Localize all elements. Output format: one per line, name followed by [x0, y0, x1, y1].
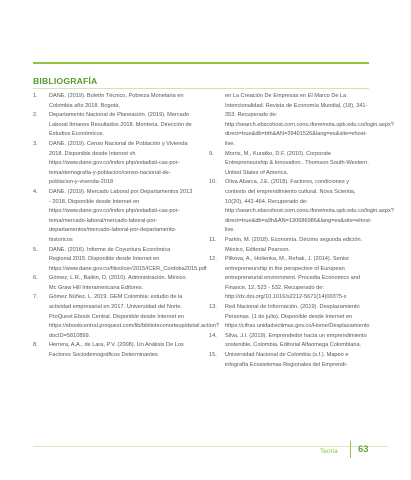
reference-text: Departamento Nacional de Planeación. (2019). Mercado Laboral Itmanos Resultados 2018. Monteria. Dirección de Estudios Económicos. — [49, 112, 192, 138]
reference-number: 5. — [33, 246, 38, 253]
reference-text: DANE. (2019). Boletín Técnico, Pobreza Monetaria en Colombia año 2018. Bogotá. — [49, 93, 184, 109]
reference-text: Gómez, L.R., Balkin, D. (2010). Administración. México. Mc Graw Hill Interamericana Editores. — [49, 275, 188, 291]
reference-text: Herrera, A.A., de Lara, P.V. (2008). Un Análisis De Los Factores Sociodemográficos Determinantes — [49, 342, 184, 359]
reference-entry — [209, 92, 394, 150]
reference-entry — [209, 332, 369, 351]
reference-number: 10. — [209, 179, 217, 186]
section-title: BIBLIOGRAFÍA — [33, 76, 98, 86]
reference-text: Parkin, M. (2018). Economía. Décimo segunda edición. México, Editorial Pearson. — [225, 236, 363, 253]
reference-number: 6. — [33, 275, 38, 282]
reference-text: DANE. (2019). Censo Nacional de Población y Vivienda 2018. Disponible desde Internet vh https://www.dane.gov.co/index.php/estadisti-cas-por-tema/demografia-y-poblacion/censo-nacional-de-poblacion-y-vivenda-2018 — [49, 140, 188, 186]
reference-entry — [33, 111, 193, 140]
reference-text: DANE. (2016). Informe de Coyuntura Económica Regional 2015. Disponible desde Internet en https://www.dane.gov.co/files/icer/2015/ICER_Cordoba2015.pdf — [49, 246, 207, 272]
reference-entry — [209, 178, 394, 236]
reference-text: en La Creación De Empresas en El Marco De La Intencionalidad. Revista de Economía Mundial, (18), 341- 353. Recuperado de: http://search.ebscohost.com.conu.ifonemota.upb.edu.co/login.aspx?direct=true&db=bth&AN=39401526&lang=es&site=ehost-live. — [225, 93, 394, 147]
reference-number: 4. — [33, 188, 38, 195]
reference-text: Oliva Abarca, J.E. (2018). Factores, condiciones y contexto del emprendimiento cultural. Nova Scientia, 10(20), 442-464. Recuperado de: http://search.ebscohost.com.conu.ifonemota.upb.edu.co/login.aspx?direct=true&db=a9h&AN=130686986&lang=es&site=ehost-live. — [225, 179, 394, 234]
reference-entry — [33, 274, 193, 293]
reference-entry — [209, 255, 369, 303]
reference-text: Universidad Nacional de Colombia (s.f.). Mapeo e infografía Ecosistemas Regionales del Emprendi- — [225, 352, 349, 368]
reference-number: 9. — [209, 150, 214, 157]
reference-entry — [209, 150, 369, 179]
reference-entry — [209, 303, 369, 332]
reference-entry — [33, 341, 193, 360]
reference-number: 2. — [33, 112, 38, 119]
reference-number: 12. — [209, 256, 217, 263]
reference-text: Silva, J.I. (2019). Emprendedor hacia un emprendimiento sostenible, Colombia. Editorial Alfaomega Colombiana. — [225, 332, 367, 349]
reference-text: Pilkova, A., Holienka, M., Rehak, J. (2014). Senior entrepreneurship in the perspective of European entrepreneurial environment. Procedia Economics and Finance, 12, 523 - 532. Recuperado de: http://dx.doi.org/10.1016/s2212-5671(14)00375-x — [225, 256, 360, 301]
reference-entry — [33, 246, 207, 275]
reference-text: Morris, M., Kuratko, D.F. (2010). Corporate Entrepreneurship & Innovation . Thomson South-Western. United States of America. — [225, 150, 369, 176]
footer-section-label: Teoria — [320, 448, 338, 455]
title-underline — [33, 88, 369, 89]
reference-entry — [33, 188, 193, 246]
footer-divider — [350, 441, 351, 458]
reference-text: Red Nacional de Información. (2019). Desplazamiento Personas. (1 de julio). Disponible desde Internet en https://cifras.unidadvictimas.gov.co/Home/Desplazamiento — [225, 304, 370, 330]
reference-number: 1. — [33, 93, 38, 99]
reference-number: 11. — [209, 236, 217, 243]
reference-number: 13. — [209, 304, 217, 311]
references-right-column — [209, 92, 394, 370]
reference-text: DANE. (2019). Mercado Laboral por Departamentos 2013 - 2018. Disponible desde Internet en https://www.dane.gov.co/index.php/estadisti-cas-por-tema/mercado-laboral/mercado-laboral-por-departamentos/mercado-laboral-por-departamento-historicos — [49, 188, 193, 243]
reference-number: 8. — [33, 342, 38, 349]
reference-entry — [33, 92, 193, 111]
reference-number: 7. — [33, 294, 38, 301]
reference-entry — [209, 351, 369, 370]
top-accent-rule — [33, 62, 369, 64]
reference-text: Gómez Núñez, L. 2019. GEM Colombia: estudio de la actividad empresarial en 2017. Universidad del Norte. ProQuest Ebook Central. Disponible desde Internet en https://ebookcentral.proquest.com/lib/biblioteconorteup/detail.action?docID=5810899. — [49, 294, 220, 339]
reference-number: 3. — [33, 140, 38, 147]
reference-entry — [209, 236, 369, 255]
reference-number: 14. — [209, 332, 217, 339]
reference-number: 15. — [209, 352, 217, 359]
page-number: 63 — [358, 444, 369, 455]
reference-entry — [33, 140, 193, 188]
